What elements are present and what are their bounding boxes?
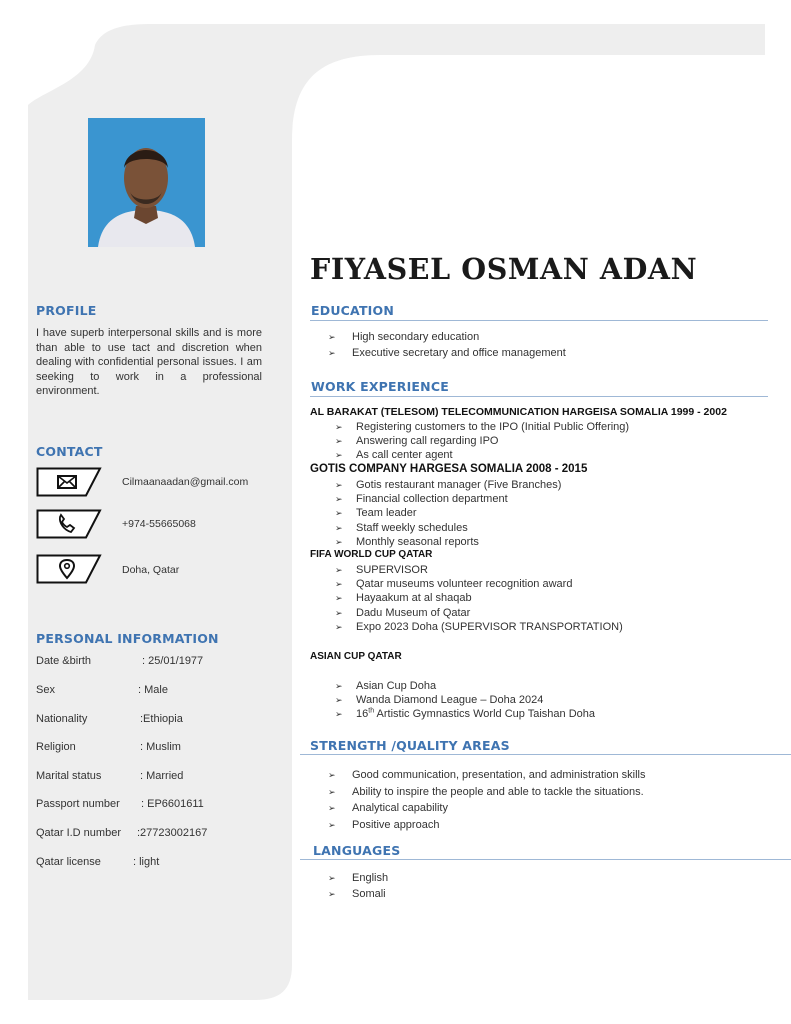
list-item: ➢ 16th Artistic Gymnastics World Cup Taishan Doha bbox=[335, 707, 595, 721]
list-item: ➢ Good communication, presentation, and administration skills bbox=[328, 769, 646, 781]
pi-label: Religion bbox=[36, 741, 76, 753]
arrow-bullet-icon: ➢ bbox=[335, 536, 343, 547]
arrow-bullet-icon: ➢ bbox=[335, 621, 343, 632]
list-item: ➢ English bbox=[328, 872, 389, 884]
arrow-bullet-icon: ➢ bbox=[335, 422, 343, 432]
list-item: ➢ Dadu Museum of Qatar bbox=[335, 606, 471, 619]
arrow-bullet-icon: ➢ bbox=[335, 607, 343, 618]
arrow-bullet-icon: ➢ bbox=[335, 695, 343, 706]
job-heading: GOTIS COMPANY HARGESA SOMALIA 2008 - 2015 bbox=[310, 463, 588, 475]
profile-photo bbox=[88, 118, 205, 247]
arrow-bullet-icon: ➢ bbox=[335, 593, 343, 604]
arrow-bullet-icon: ➢ bbox=[335, 450, 343, 461]
pi-label: Date &birth bbox=[36, 655, 92, 667]
pi-label: Qatar license bbox=[36, 856, 101, 868]
pi-label: Qatar I.D number bbox=[36, 827, 121, 839]
profile-text: I have superb interpersonal skills and is more than able to use tact and discretion when dealing with confidential personal issues. I am seeking to work in a professional environment. bbox=[36, 327, 262, 397]
languages-heading: LANGUAGES bbox=[313, 843, 401, 858]
pi-value: :Ethiopia bbox=[140, 713, 183, 725]
list-item: ➢ As call center agent bbox=[335, 449, 453, 462]
list-item: ➢ Executive secretary and office management bbox=[328, 347, 566, 360]
pi-value: : light bbox=[133, 856, 160, 868]
list-item: ➢ Registering customers to the IPO (Initial Public Offering) bbox=[335, 421, 630, 433]
languages-list bbox=[328, 871, 388, 903]
arrow-bullet-icon: ➢ bbox=[335, 508, 343, 519]
list-item: ➢ Staff weekly schedules bbox=[335, 521, 468, 534]
list-item: ➢ Answering call regarding IPO bbox=[335, 435, 499, 448]
arrow-bullet-icon: ➢ bbox=[328, 786, 336, 797]
list-item: ➢ Gotis restaurant manager (Five Branches) bbox=[335, 479, 562, 491]
work-experience-divider bbox=[310, 396, 768, 397]
arrow-bullet-icon: ➢ bbox=[328, 803, 336, 813]
pi-value: : 25/01/1977 bbox=[142, 655, 204, 667]
personal-info-heading: PERSONAL INFORMATION bbox=[36, 631, 219, 646]
list-item: ➢ Positive approach bbox=[328, 818, 440, 831]
pi-label: Passport number bbox=[36, 798, 120, 810]
education-divider bbox=[310, 320, 768, 321]
job-duties-list bbox=[335, 679, 595, 722]
pi-value: : Male bbox=[138, 684, 168, 696]
languages-divider bbox=[300, 859, 791, 860]
arrow-bullet-icon: ➢ bbox=[335, 480, 343, 490]
arrow-bullet-icon: ➢ bbox=[335, 681, 343, 691]
contact-email-text[interactable]: Cilmaanaadan@gmail.com bbox=[122, 476, 249, 488]
pi-value: : Married bbox=[140, 770, 184, 782]
list-item: ➢ Qatar museums volunteer recognition award bbox=[335, 578, 573, 591]
list-item: ➢ Asian Cup Doha bbox=[335, 680, 437, 692]
education-list bbox=[328, 330, 566, 360]
list-item: ➢ Analytical capability bbox=[328, 802, 448, 814]
education-heading: EDUCATION bbox=[311, 303, 395, 318]
list-item: ➢ Somali bbox=[328, 888, 386, 900]
job-duties-list bbox=[335, 478, 561, 549]
list-item: ➢ SUPERVISOR bbox=[335, 564, 428, 576]
contact-phone-text[interactable]: +974-55665068 bbox=[122, 518, 196, 530]
work-experience-heading: WORK EXPERIENCE bbox=[311, 379, 449, 394]
job-duties-list bbox=[335, 563, 623, 634]
pi-label: Marital status bbox=[36, 770, 102, 782]
pi-value: : EP6601611 bbox=[141, 798, 204, 810]
arrow-bullet-icon: ➢ bbox=[328, 770, 336, 780]
envelope-icon bbox=[36, 467, 102, 497]
strength-heading: STRENGTH /QUALITY AREAS bbox=[310, 738, 510, 753]
job-heading: ASIAN CUP QATAR bbox=[310, 651, 402, 662]
pi-value: : Muslim bbox=[140, 741, 181, 753]
list-item: ➢ Ability to inspire the people and able to tackle the situations. bbox=[328, 785, 644, 798]
job-heading: AL BARAKAT (TELESOM) TELECOMMUNICATION HARGEISA SOMALIA 1999 - 2002 bbox=[310, 406, 727, 418]
profile-heading: PROFILE bbox=[36, 303, 97, 318]
pi-value: :27723002167 bbox=[137, 827, 208, 839]
location-pin-icon bbox=[36, 554, 102, 584]
arrow-bullet-icon: ➢ bbox=[335, 494, 343, 505]
arrow-bullet-icon: ➢ bbox=[328, 819, 336, 830]
arrow-bullet-icon: ➢ bbox=[335, 565, 343, 575]
contact-location-text: Doha, Qatar bbox=[122, 564, 180, 576]
list-item: ➢ Wanda Diamond League – Doha 2024 bbox=[335, 694, 544, 707]
arrow-bullet-icon: ➢ bbox=[335, 709, 343, 720]
contact-heading: CONTACT bbox=[36, 444, 103, 459]
pi-label: Sex bbox=[36, 684, 55, 696]
strength-divider bbox=[300, 754, 791, 755]
list-item: ➢ Monthly seasonal reports bbox=[335, 535, 479, 548]
list-item: ➢ Expo 2023 Doha (SUPERVISOR TRANSPORTATION) bbox=[335, 620, 623, 633]
strength-list bbox=[328, 768, 645, 834]
list-item: ➢ Hayaakum at al shaqab bbox=[335, 592, 472, 605]
arrow-bullet-icon: ➢ bbox=[335, 579, 343, 590]
phone-icon bbox=[36, 509, 102, 539]
arrow-bullet-icon: ➢ bbox=[335, 436, 343, 447]
arrow-bullet-icon: ➢ bbox=[328, 889, 336, 899]
arrow-bullet-icon: ➢ bbox=[328, 348, 336, 359]
pi-label: Nationality bbox=[36, 713, 88, 725]
list-item: ➢ Financial collection department bbox=[335, 493, 508, 506]
arrow-bullet-icon: ➢ bbox=[335, 522, 343, 533]
list-item: ➢ Team leader bbox=[335, 507, 417, 520]
job-heading: FIFA WORLD CUP QATAR bbox=[310, 549, 433, 560]
list-item: ➢ High secondary education bbox=[328, 331, 480, 343]
arrow-bullet-icon: ➢ bbox=[328, 332, 336, 342]
job-duties-list bbox=[335, 420, 629, 463]
resume-name: FIYASEL OSMAN ADAN bbox=[310, 252, 698, 286]
arrow-bullet-icon: ➢ bbox=[328, 873, 336, 883]
